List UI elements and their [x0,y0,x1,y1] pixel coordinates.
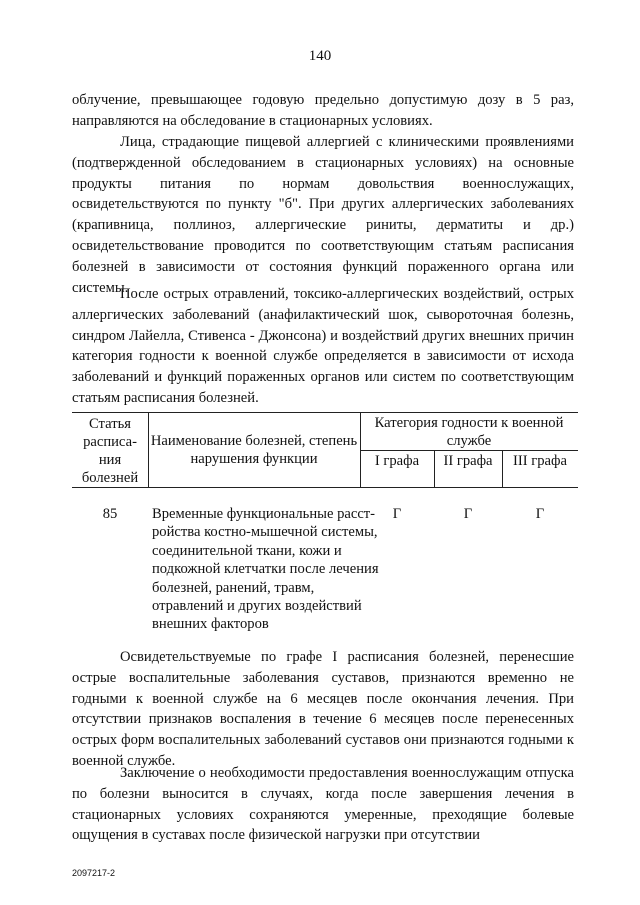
paragraph-food-allergy: Лица, страдающие пищевой аллергией с клиническими проявлениями (подтвержденной обследованием в стационарных условиях) на основные продукты питания по нормам довольствия военнослужащих, освидетельствуются по пункту "б". При других аллергических заболеваниях (крапивница, поллиноз, аллергические риниты, дерматиты и др.) освидетельствование проводится по соответствующим статьям расписания болезней в зависимости от состояния функций пораженного органа или системы. [72,134,574,296]
header-graf-1: I графа [374,453,420,469]
row-graf-2: Г [463,506,473,522]
page-number: 140 [308,48,332,64]
paragraph-sick-leave: Заключение о необходимости предоставления военнослужащим отпуска по болезни выносится в случаях, когда после завершения лечения в стационарных условиях сохраняются умеренные, преходящие болевые ощущения в суставах после физической нагрузки при отсутствии [72,765,574,844]
footer-code: 2097217-2 [72,868,116,878]
paragraph-acute-poisoning: После острых отравлений, токсико-аллергических воздействий, острых аллергических заболеваний (анафилактический шок, сывороточная болезнь, синдром Лайелла, Стивенса - Джонсона) и воздействий других внешних причин категория годности к военной службе определяется в зависимости от исхода заболеваний и функций пораженных органов или систем по соответствующим статьям расписания болезней. [72,286,574,406]
row-graf-1: Г [392,506,402,522]
paragraph-radiation: облучение, превышающее годовую предельно допустимую дозу в 5 раз, направляются на обследование в стационарных условиях. [72,92,574,129]
row-disease-name: Временные функциональные расст- ройства костно-мышечной системы, соединительной ткани, кожи и подкожной клетчатки после лечения болезней, ранений, травм, отравлений и других воздействий внешних факторов [152,506,379,633]
row-article: 85 [102,506,118,522]
header-graf-3: III графа [513,453,567,469]
row-graf-3: Г [535,506,545,522]
header-disease-name: Наименование болезней, степень нарушения функции [150,433,358,467]
table-header [72,412,578,488]
paragraph-joint-diseases: Освидетельствуемые по графе I расписания болезней, перенесшие острые воспалительные заболевания суставов, признаются временно не годными к военной службе на 6 месяцев после окончания лечения. При отсутствии признаков воспаления в течение 6 месяцев после перенесенных острых форм воспалительных заболеваний суставов они признаются годными к военной службе. [72,649,574,769]
header-article: Статья расписа- ния болезней [81,416,139,486]
header-category: Категория годности к военной службе [374,415,564,449]
header-graf-2: II графа [443,453,493,469]
